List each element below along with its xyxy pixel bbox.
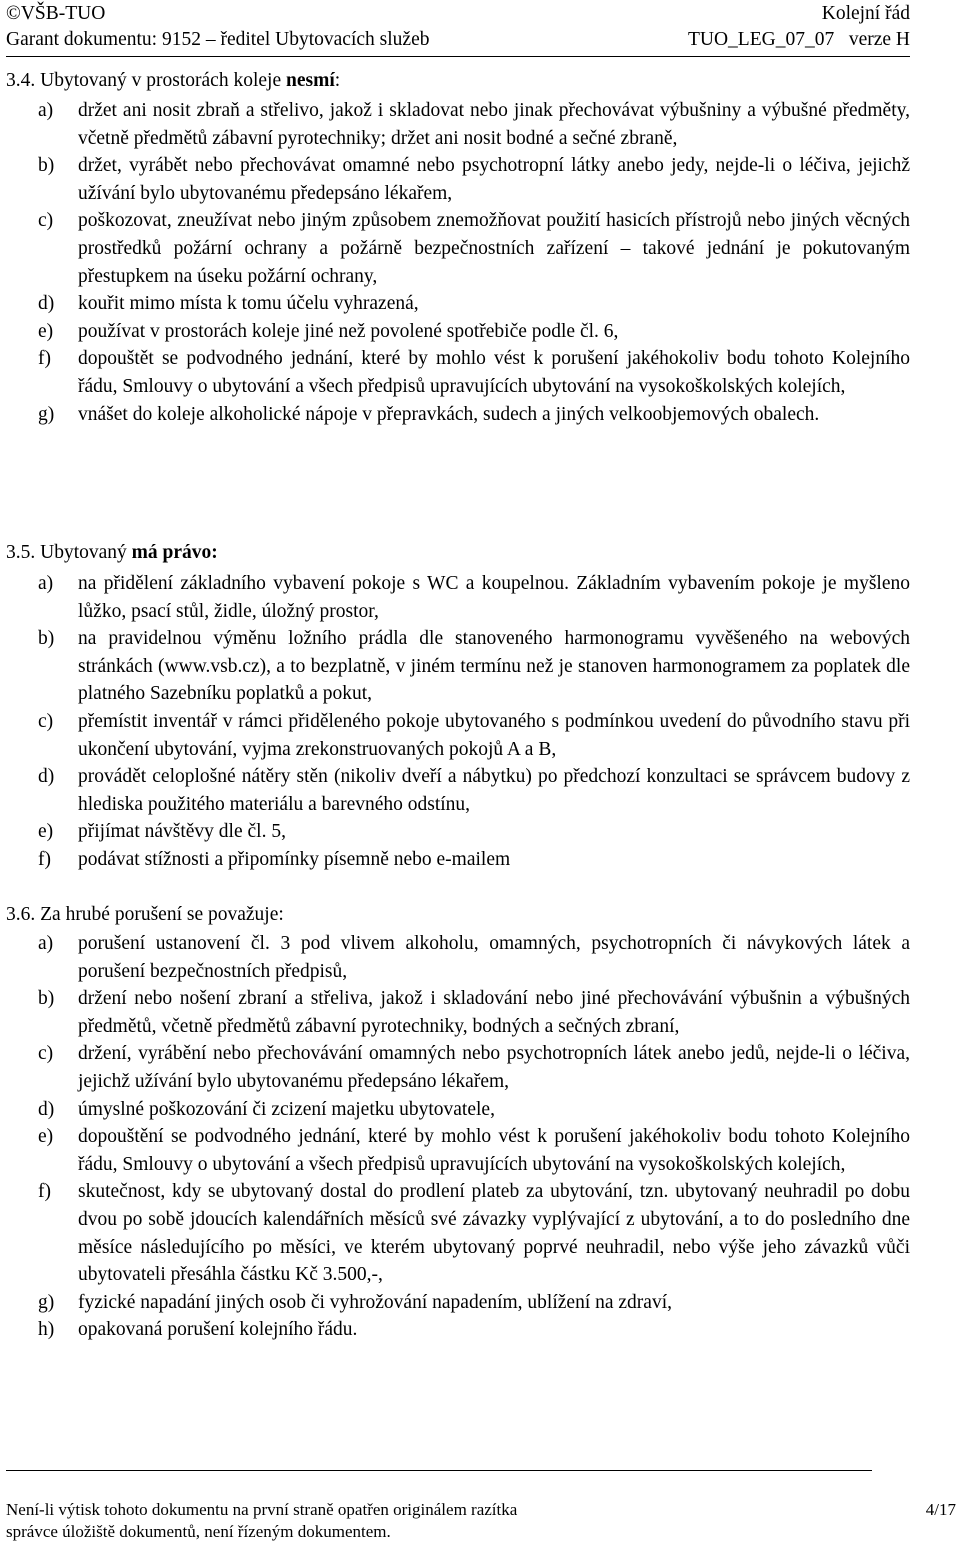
list-item-marker: b): [38, 155, 55, 177]
page-number: 4/17: [925, 1500, 956, 1519]
list-item-marker: g): [38, 1291, 55, 1313]
list-item-text: porušení ustanovení čl. 3 pod vlivem alkoholu, omamných, psychotropních či návykových látek a porušení bezpečnostních předpisů,: [78, 933, 910, 982]
list-item-marker: d): [38, 766, 55, 788]
list-item-text: poškozovat, zneužívat nebo jiným způsobem znemožňovat použití hasicích přístrojů nebo jiných věcných prostředků požární ochrany a požárně bezpečnostních zařízení – takové jednání je pokutovaným přestupkem na úseku požární ochrany,: [78, 210, 910, 287]
list-item-text: držet ani nosit zbraň a střelivo, jakož i skladovat nebo jinak přechovávat výbušniny a výbušné předměty, včetně předmětů zábavní pyrotechniky; držet ani nosit bodné a sečné zbraně,: [78, 100, 910, 149]
list-item-marker: e): [38, 320, 54, 342]
header-divider: [6, 56, 910, 57]
list-item-text: kouřit mimo místa k tomu účelu vyhrazená,: [78, 293, 419, 315]
section-number: 3.6.: [6, 904, 36, 925]
list-item-text: držení nebo nošení zbraní a střeliva, jakož i skladování nebo jiné přechovávání výbušnin a výbušných předmětů, včetně předmětů zábavní pyrotechniky, bodných a sečných zbraní,: [78, 988, 910, 1037]
document-version: verze H: [848, 29, 910, 50]
list-item: [38, 97, 910, 152]
list-item: [38, 152, 910, 207]
section-number: 3.4.: [6, 70, 36, 91]
list-item-text: úmyslné poškozování či zcizení majetku ubytovatele,: [78, 1098, 495, 1120]
footer-divider: [6, 1470, 872, 1471]
section-title: Za hrubé porušení se považuje:: [40, 904, 284, 925]
list-item-marker: d): [38, 293, 55, 315]
list-item: [38, 625, 910, 708]
list-item: [38, 1040, 910, 1095]
document-guarantor: Garant dokumentu: 9152 – ředitel Ubytovacích služeb: [6, 29, 430, 50]
list-item: [38, 1096, 910, 1124]
list-item-text: na přidělení základního vybavení pokoje s WC a koupelnou. Základním vybavením pokoje je myšleno lůžko, psací stůl, židle, úložný prostor,: [78, 573, 910, 622]
list-item-marker: f): [38, 348, 51, 370]
list-item-marker: c): [38, 210, 54, 232]
list-item-text: používat v prostorách koleje jiné než povolené spotřebiče podle čl. 6,: [78, 320, 619, 342]
section-number: 3.5.: [6, 542, 36, 563]
list-item-marker: a): [38, 933, 54, 954]
list-item-marker: a): [38, 573, 54, 594]
list-item: [38, 570, 910, 625]
header-line-2: [6, 29, 910, 51]
list-item-marker: e): [38, 821, 54, 843]
list-item-marker: d): [38, 1098, 55, 1120]
list-item: [38, 1289, 910, 1317]
list-item: [38, 1316, 910, 1344]
list-item-text: přijímat návštěvy dle čl. 5,: [78, 821, 286, 843]
list-item-marker: c): [38, 710, 54, 732]
document-code-version: [688, 29, 910, 51]
list-item-marker: g): [38, 403, 55, 425]
list-item-text: fyzické napadání jiných osob či vyhrožování napadením, ublížení na zdraví,: [78, 1291, 672, 1313]
section-title: Ubytovaný v prostorách koleje: [40, 70, 286, 91]
list-item-text: držet, vyrábět nebo přechovávat omamné nebo psychotropní látky anebo jedy, nejde-li o léčiva, jejichž užívání bylo ubytovanému předepsáno lékařem,: [78, 155, 910, 204]
list-item: [38, 318, 910, 346]
list-item-text: dopouštět se podvodného jednání, které by mohlo vést k porušení jakéhokoliv bodu tohoto Kolejního řádu, Smlouvy o ubytování a všech předpisů upravujících ubytování na vysokoškolských kolejích,: [78, 348, 910, 397]
section-3-5-heading: [6, 542, 218, 564]
list-item-text: skutečnost, kdy se ubytovaný dostal do prodlení plateb za ubytování, tzn. ubytovaný neuhradil po dobu dvou po sobě jdoucích kalendářních měsíců své závazky vyplývající z ubytování, a to do posledního dne měsíce následujícího po měsíci, ve kterém ubytovaný poprvé neuhradil, nebo výše jeho závazků vůči ubytovateli přesáhla částku Kč 3.500,-,: [78, 1181, 910, 1286]
section-3-6-heading: [6, 904, 284, 926]
list-item: [38, 846, 910, 874]
list-item-text: podávat stížnosti a připomínky písemně nebo e-mailem: [78, 848, 511, 870]
list-item: [38, 1178, 910, 1288]
organization-name: ©VŠB-TUO: [6, 3, 106, 24]
header-line-1: [6, 3, 910, 25]
list-item-marker: b): [38, 628, 55, 650]
list-item-text: opakovaná porušení kolejního řádu.: [78, 1319, 358, 1341]
list-item-marker: c): [38, 1043, 54, 1065]
list-item-marker: f): [38, 848, 51, 870]
list-item-text: na pravidelnou výměnu ložního prádla dle stanoveného harmonogramu vyvěšeného na webových stránkách (www.vsb.cz), a to bezplatně, v jiném termínu než je stanoven harmonogramem za poplatek dle platného Sazebníku poplatků a pokut,: [78, 628, 910, 705]
section-3-4-heading: [6, 70, 340, 92]
list-item-marker: b): [38, 988, 55, 1010]
list-item: [38, 207, 910, 290]
footer-note-line-1: Není-li výtisk tohoto dokumentu na první straně opatřen originálem razítka: [6, 1500, 518, 1519]
list-item: [38, 930, 910, 985]
list-item-marker: e): [38, 1126, 54, 1148]
footer-note-line-2: správce úložiště dokumentů, není řízeným dokumentem.: [6, 1522, 391, 1541]
list-item: [38, 290, 910, 318]
list-item-marker: h): [38, 1319, 55, 1341]
list-item-text: provádět celoplošné nátěry stěn (nikoliv dveří a nábytku) po předchozí konzultaci se správcem budovy z hlediska použitého materiálu a barevného odstínu,: [78, 766, 910, 815]
section-3-4-list: [38, 97, 910, 428]
section-title-emphasis: má právo:: [131, 542, 218, 563]
list-item: [38, 818, 910, 846]
section-title: Ubytovaný: [40, 542, 132, 563]
list-item: [38, 708, 910, 763]
section-3-5-list: [38, 570, 910, 874]
list-item-text: přemístit inventář v rámci přiděleného pokoje ubytovaného s podmínkou uvedení do původního stavu při ukončení ubytování, vyjma zrekonstruovaných pokojů A a B,: [78, 710, 910, 760]
list-item-marker: f): [38, 1181, 51, 1203]
document-name: Kolejní řád: [821, 3, 910, 24]
list-item-text: dopouštění se podvodného jednání, které by mohlo vést k porušení jakéhokoliv bodu tohoto Kolejního řádu, Smlouvy o ubytování a všech předpisů upravujících ubytování na vysokoškolských kolejích,: [78, 1126, 910, 1175]
section-title-end: :: [334, 70, 341, 91]
list-item-text: držení, vyrábění nebo přechovávání omamných nebo psychotropních látek anebo jedů, nejde-li o léčiva, jejichž užívání bylo ubytovanému předepsáno lékařem,: [78, 1043, 910, 1092]
list-item: [38, 763, 910, 818]
list-item: [38, 345, 910, 400]
list-item-text: vnášet do koleje alkoholické nápoje v přepravkách, sudech a jiných velkoobjemových obalech.: [78, 403, 820, 425]
section-3-6-list: [38, 930, 910, 1344]
section-title-emphasis: nesmí: [285, 70, 335, 91]
list-item: [38, 1123, 910, 1178]
list-item: [38, 401, 910, 429]
document-code: TUO_LEG_07_07: [687, 29, 835, 50]
list-item-marker: a): [38, 100, 54, 121]
list-item: [38, 985, 910, 1040]
